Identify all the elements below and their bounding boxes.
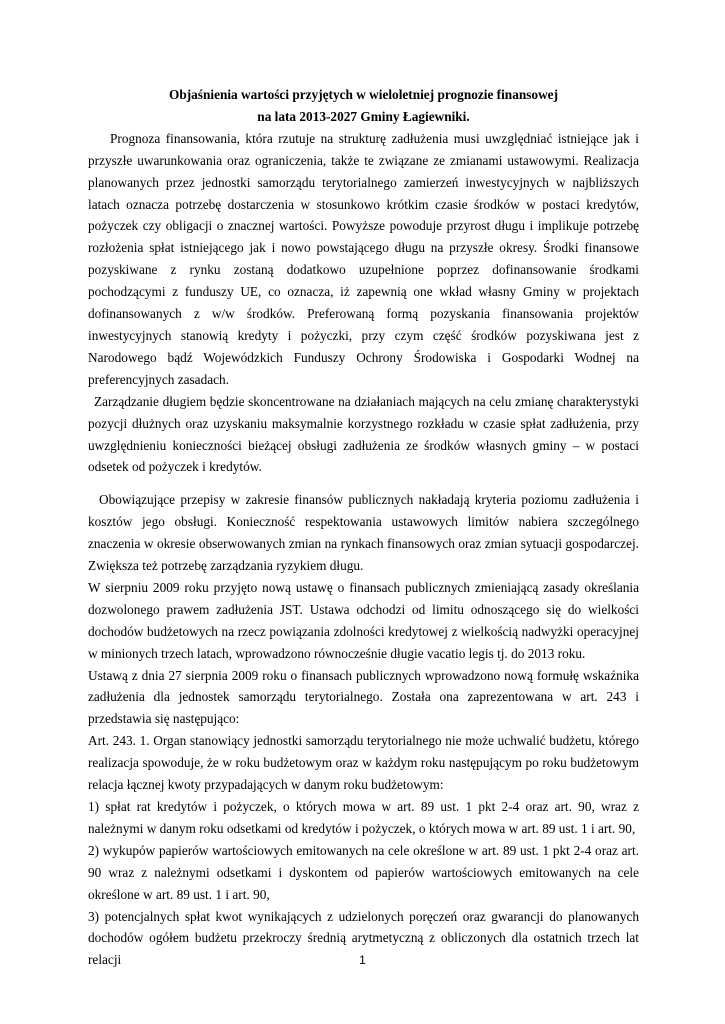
paragraph-art-243: Art. 243. 1. Organ stanowiący jednostki samorządu terytorialnego nie może uchwalić budżetu, którego realizacja spowoduje, że w roku budżetowym oraz w każdym roku następującym po roku budżetowym relacja łącznej kwoty przypadających w danym roku budżetowym: (88, 733, 639, 793)
list-item-2: 2) wykupów papierów wartościowych emitowanych na cele określone w art. 89 ust. 1 pkt 2-4 oraz art. 90 wraz z należnymi odsetkami i dyskontem od papierów wartościowych emitowanych na cele określone w art. 89 ust. 1 i art. 90, (88, 842, 639, 902)
list-item-3: 3) potencjalnych spłat kwot wynikających z udzielonych poręczeń oraz gwarancji do planowanych dochodów ogółem budżetu przekroczy średnią arytmetyczną z obliczonych dla ostatnich trzech lat relacji (88, 908, 639, 968)
paragraph-debt-management: Zarządzanie długiem będzie skoncentrowane na działaniach mających na celu zmianę charakterystyki pozycji dłużnych oraz uzyskaniu maksymalnie korzystnego rozkładu w czasie spłat zadłużenia, przy uwzględnieniu konieczności bieżącej obsługi zadłużenia ze środków własnych gminy – w postaci odsetek od pożyczek i kredytów. (88, 393, 639, 475)
document-body (88, 84, 639, 971)
page-number: 1 (359, 953, 366, 967)
paragraph-new-act-2009: W sierpniu 2009 roku przyjęto nową ustawę o finansach publicznych zmieniającą zasady określania dozwolonego prawem zadłużenia JST. Ustawa odchodzi od limitu odnoszącego się do wielkości dochodów budżetowych na rzecz powiązania zdolności kredytowej z wielkością nadwyżki operacyjnej w minionych trzech latach, wprowadzono równocześnie długie vacatio legis tj. do 2013 roku. (88, 579, 639, 661)
document-title-line-2: na lata 2013-2027 Gminy Łagiewniki. (257, 108, 470, 124)
list-item-1: 1) spłat rat kredytów i pożyczek, o których mowa w art. 89 ust. 1 pkt 2-4 oraz art. 90, wraz z należnymi w danym roku odsetkami od kredytów i pożyczek, o których mowa w art. 89 ust. 1 i art. 90, (88, 799, 639, 836)
paragraph-debt-ratio-formula: Ustawą z dnia 27 sierpnia 2009 roku o finansach publicznych wprowadzono nową formułę wskaźnika zadłużenia dla jednostek samorządu terytorialnego. Została ona zaprezentowana w art. 243 i przedstawia się następująco: (88, 667, 639, 727)
document-title-line-1: Objaśnienia wartości przyjętych w wieloletniej prognozie finansowej (168, 87, 558, 102)
paragraph-regulations: Obowiązujące przepisy w zakresie finansów publicznych nakładają kryteria poziomu zadłużenia i kosztów jego obsługi. Konieczność respektowania ustawowych limitów nabiera szczególnego znaczenia w okresie obserwowanych zmian na rynkach finansowych oraz zmian sytuacji gospodarczej. Zwiększa też potrzebę zarządzania ryzykiem długu. (88, 492, 639, 574)
paragraph-debt-forecast: Prognoza finansowania, która rzutuje na strukturę zadłużenia musi uwzględniać istniejące jak i przyszłe uwarunkowania oraz ograniczenia, także te związane ze zmianami ustawowymi. Realizacja planowanych przez jednostki samorządu terytorialnego zamierzeń inwestycyjnych w najbliższych latach oznacza potrzebę dostarczenia w stosunkowo krótkim czasie środków w postaci kredytów, pożyczek czy obligacji o znacznej wartości. Powyższe powoduje przyrost długu i implikuje potrzebę rozłożenia spłat istniejącego jak i nowo powstającego długu na przyszłe okresy. Środki finansowe pozyskiwane z rynku zostaną dodatkowo uzupełnione poprzez dofinansowanie środkami pochodzącymi z funduszy UE, co oznacza, iż zapewnią one wkład własny Gminy w projektach dofinansowanych z w/w środków. Preferowaną formą pozyskania finansowania projektów inwestycyjnych stanowią kredyty i pożyczki, przy czym część środków pozyskiwana jest z Narodowego bądź Wojewódzkich Funduszy Ochrony Środowiska i Gospodarki Wodnej na preferencyjnych zasadach. (88, 130, 639, 387)
